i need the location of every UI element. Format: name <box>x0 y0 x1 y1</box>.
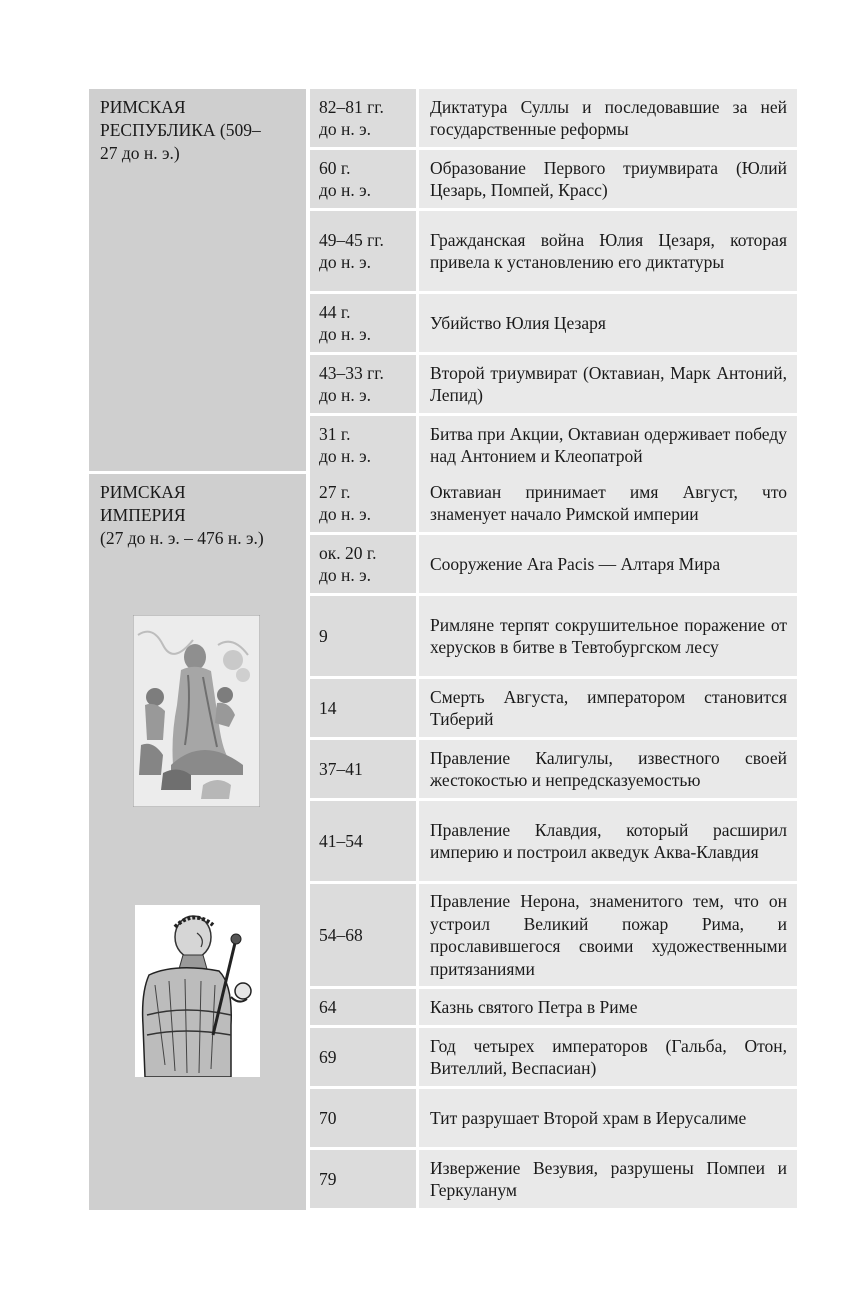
table-row <box>310 535 797 593</box>
event-cell <box>419 355 797 413</box>
event-text: Тит разрушает Второй храм в Иерусалиме <box>430 1107 747 1128</box>
era-suffix-text: до н. э. <box>319 324 372 344</box>
year-cell <box>310 474 416 532</box>
event-cell <box>419 679 797 737</box>
event-cell <box>419 474 797 532</box>
era-cell-republic <box>89 89 306 471</box>
year-cell <box>310 211 416 291</box>
event-text: Смерть Августа, императором становится Тиберий <box>430 686 787 729</box>
table-row <box>310 294 797 352</box>
event-cell <box>419 294 797 352</box>
era-suffix-text: до н. э. <box>319 252 372 272</box>
table-row <box>310 801 797 881</box>
table-row <box>310 355 797 413</box>
year-cell <box>310 679 416 737</box>
year-text: 64 <box>319 996 337 1017</box>
event-cell <box>419 989 797 1025</box>
year-text: ок. 20 г. <box>319 542 377 563</box>
event-cell <box>419 884 797 986</box>
era-cell-empire <box>89 474 306 1210</box>
event-text: Правление Калигулы, известного своей жестокостью и непредсказуемостью <box>430 747 787 790</box>
table-row <box>310 150 797 208</box>
year-text: 49–45 гг. <box>319 229 384 250</box>
era-suffix-text: до н. э. <box>319 446 372 466</box>
event-cell <box>419 740 797 798</box>
event-cell <box>419 801 797 881</box>
year-text: 79 <box>319 1168 337 1189</box>
year-cell <box>310 740 416 798</box>
year-cell <box>310 801 416 881</box>
era-title-republic <box>100 96 300 165</box>
year-cell <box>310 884 416 986</box>
year-cell <box>310 1028 416 1086</box>
year-cell <box>310 596 416 676</box>
nero-portrait-illustration <box>135 905 260 1077</box>
year-cell <box>310 989 416 1025</box>
event-text: Римляне терпят сокрушительное поражение от херусков в битве в Тевтобургском лесу <box>430 614 787 657</box>
event-text: Правление Клавдия, который расширил империю и построил акведук Аква-Клавдия <box>430 819 787 862</box>
table-row <box>310 1028 797 1086</box>
event-cell <box>419 150 797 208</box>
year-text: 54–68 <box>319 924 363 945</box>
era-title-empire <box>100 481 300 550</box>
era-suffix-text: до н. э. <box>319 119 372 139</box>
year-text: 69 <box>319 1046 337 1067</box>
era-suffix-text: до н. э. <box>319 565 372 585</box>
era-title-line: РИМСКАЯ <box>100 97 186 117</box>
year-text: 70 <box>319 1107 337 1128</box>
year-text: 14 <box>319 697 337 718</box>
year-text: 37–41 <box>319 758 363 779</box>
table-row <box>310 1150 797 1208</box>
year-text: 9 <box>319 625 328 646</box>
event-text: Правление Нерона, знаменитого тем, что он устроил Великий пожар Рима, и прославившегося своими художественными притязаниями <box>430 891 787 979</box>
year-cell <box>310 416 416 474</box>
event-cell <box>419 1150 797 1208</box>
event-text: Убийство Юлия Цезаря <box>430 312 606 333</box>
year-cell <box>310 355 416 413</box>
era-suffix-text: до н. э. <box>319 504 372 524</box>
event-text: Сооружение Ara Pacis — Алтаря Мира <box>430 553 721 574</box>
table-row <box>310 884 797 986</box>
event-cell <box>419 1089 797 1147</box>
table-row <box>310 474 797 532</box>
year-text: 31 г. <box>319 423 351 444</box>
table-row <box>310 211 797 291</box>
event-text: Извержение Везувия, разрушены Помпеи и Геркуланум <box>430 1157 787 1200</box>
table-row <box>310 596 797 676</box>
event-text: Битва при Акции, Октавиан одерживает победу над Антонием и Клеопатрой <box>430 423 787 466</box>
year-text: 82–81 гг. <box>319 96 384 117</box>
event-text: Год четырех императоров (Гальба, Отон, Вителлий, Веспасиан) <box>430 1035 787 1078</box>
year-text: 60 г. <box>319 157 351 178</box>
event-cell <box>419 89 797 147</box>
table-row <box>310 989 797 1025</box>
year-cell <box>310 1150 416 1208</box>
year-cell <box>310 1089 416 1147</box>
event-text: Октавиан принимает имя Август, что знаменует начало Римской империи <box>430 481 787 524</box>
year-cell <box>310 150 416 208</box>
year-cell <box>310 535 416 593</box>
year-text: 41–54 <box>319 830 363 851</box>
ara-pacis-relief-illustration <box>133 615 260 807</box>
event-text: Казнь святого Петра в Риме <box>430 996 638 1017</box>
event-text: Образование Первого триумвирата (Юлий Цезарь, Помпей, Красс) <box>430 157 787 200</box>
table-row <box>310 1089 797 1147</box>
year-text: 43–33 гг. <box>319 362 384 383</box>
table-row <box>310 740 797 798</box>
era-title-line: ИМПЕРИЯ <box>100 505 186 525</box>
table-row <box>310 416 797 474</box>
era-title-line: 27 до н. э.) <box>100 143 180 163</box>
era-suffix-text: до н. э. <box>319 180 372 200</box>
era-suffix-text: до н. э. <box>319 385 372 405</box>
event-cell <box>419 596 797 676</box>
event-cell <box>419 211 797 291</box>
year-text: 27 г. <box>319 481 351 502</box>
event-cell <box>419 416 797 474</box>
era-title-line: РИМСКАЯ <box>100 482 186 502</box>
event-text: Гражданская война Юлия Цезаря, которая привела к установлению его диктатуры <box>430 229 787 272</box>
year-text: 44 г. <box>319 301 351 322</box>
event-text: Второй триумвират (Октавиан, Марк Антоний, Лепид) <box>430 362 787 405</box>
table-row <box>310 89 797 147</box>
event-cell <box>419 535 797 593</box>
era-title-line: (27 до н. э. – 476 н. э.) <box>100 528 264 548</box>
year-cell <box>310 294 416 352</box>
event-text: Диктатура Суллы и последовавшие за ней государственные реформы <box>430 96 787 139</box>
era-title-line: РЕСПУБЛИКА (509– <box>100 120 261 140</box>
event-cell <box>419 1028 797 1086</box>
table-row <box>310 679 797 737</box>
year-cell <box>310 89 416 147</box>
